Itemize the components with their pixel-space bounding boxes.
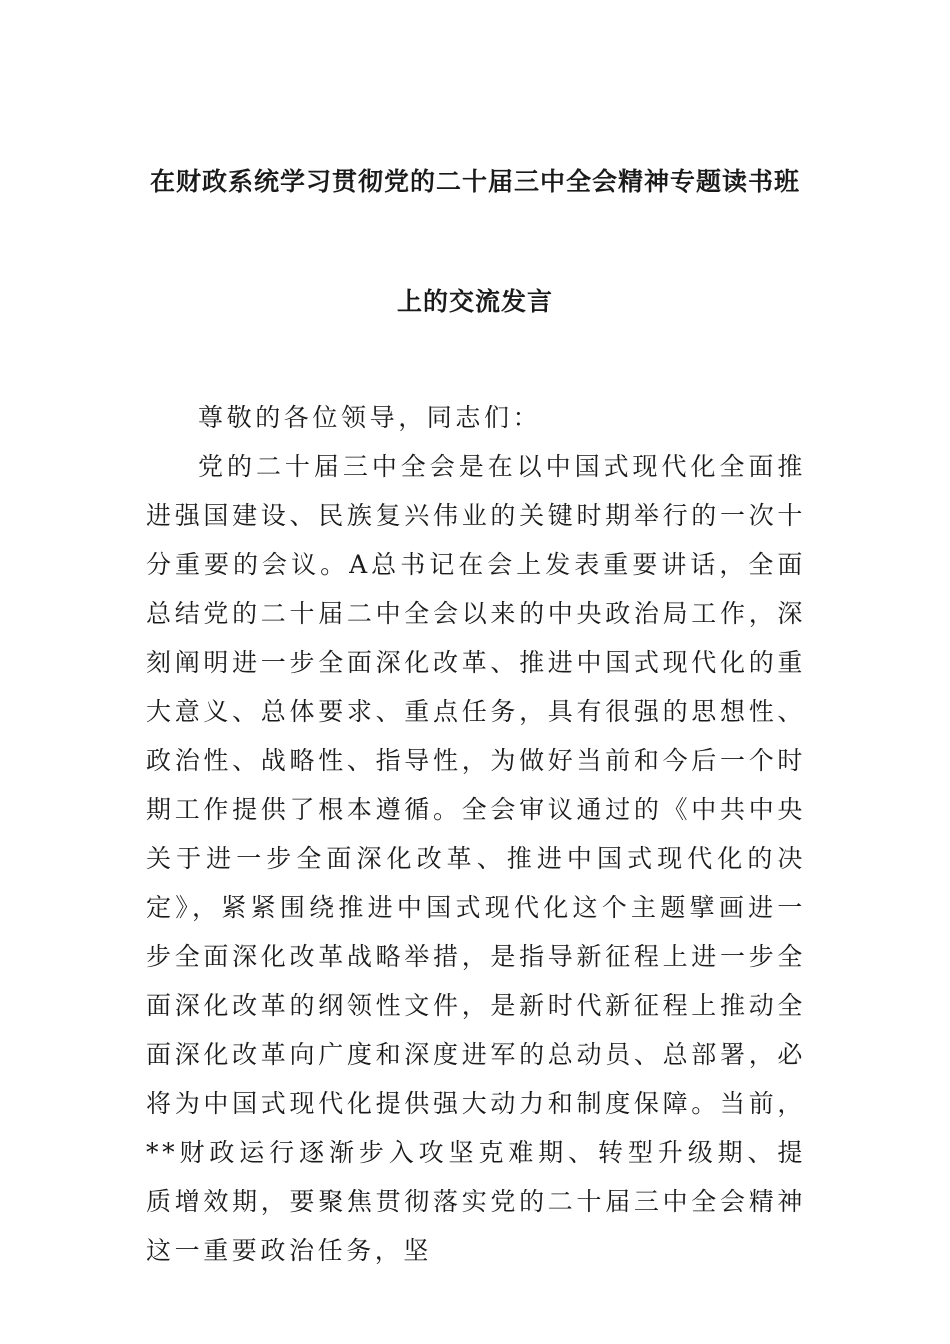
document-title-line-2: 上的交流发言	[396, 287, 553, 316]
document-title-line-1: 在财政系统学习贯彻党的二十届三中全会精神专题读书班	[149, 167, 800, 196]
body-paragraph: 党的二十届三中全会是在以中国式现代化全面推进强国建设、民族复兴伟业的关键时期举行的一次十分重要的会议。A总书记在会上发表重要讲话，全面总结党的二十届二中全会以来的中央政治局工作，深刻阐明进一步全面深化改革、推进中国式现代化的重大意义、总体要求、重点任务，具有很强的思想性、政治性、战略性、指导性，为做好当前和今后一个时期工作提供了根本遵循。全会审议通过的《中共中央关于进一步全面深化改革、推进中国式现代化的决定》，紧紧围绕推进中国式现代化这个主题擘画进一步全面深化改革战略举措，是指导新征程上进一步全面深化改革的纲领性文件，是新时代新征程上推动全面深化改革向广度和深度进军的总动员、总部署，必将为中国式现代化提供强大动力和制度保障。当前，**财政运行逐渐步入攻坚克难期、转型升级期、提质增效期，要聚焦贯彻落实党的二十届三中全会精神这一重要政治任务，坚	[146, 452, 806, 1265]
document-body	[146, 393, 806, 1275]
salutation: 尊敬的各位领导，同志们：	[198, 403, 542, 432]
